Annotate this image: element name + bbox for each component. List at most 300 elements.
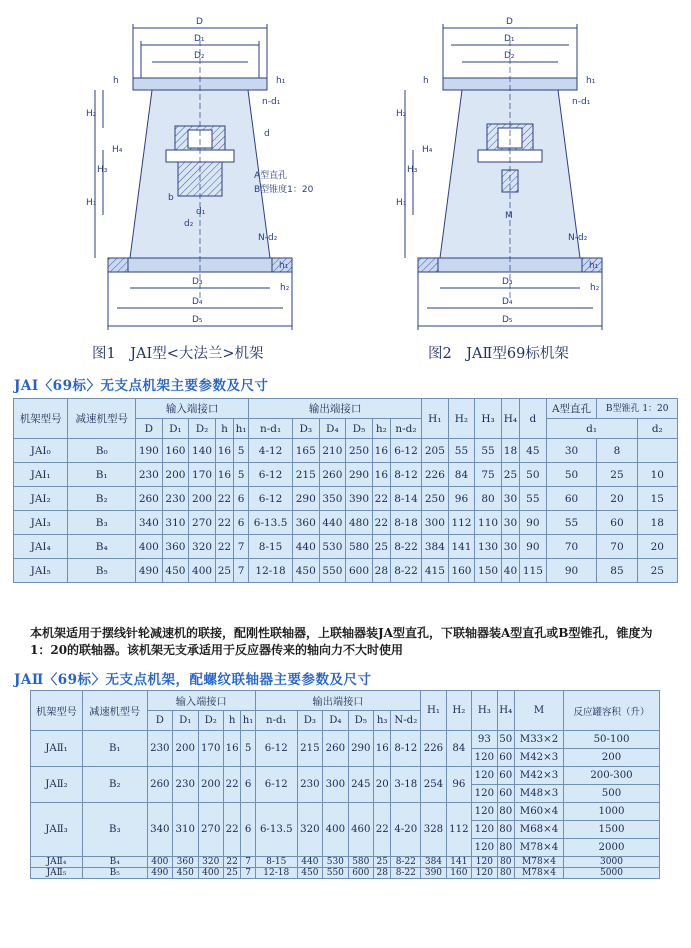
col-b-hole: B型锥孔 1：20 [597,399,678,419]
table-cell: 530 [323,857,348,868]
table-cell: 480 [346,511,373,535]
col-D4: D₄ [319,419,346,439]
table-cell: 360 [162,535,189,559]
table-cell: B₂ [68,487,136,511]
table-cell: 18 [637,511,677,535]
svg-text:h: h [113,76,119,86]
table-cell: 6-13.5 [255,803,297,857]
table2-title: JAⅡ〈69标〉无支点机架，配螺纹联轴器主要参数及尺寸 [14,672,372,688]
table-cell: 10 [637,463,677,487]
table-cell: 450 [173,868,198,879]
col-a-hole: A型直孔 [546,399,597,419]
table-cell: 490 [136,559,163,583]
table-cell: 8-15 [249,535,293,559]
table-cell: 8 [597,439,637,463]
table-cell-reducer: B₃ [82,803,147,857]
figure1-caption: 图1 JAⅠ型<大法兰>机架 [92,346,264,362]
table-cell: 8-22 [391,868,421,879]
table-cell: 20 [374,767,391,803]
table-row [31,731,660,749]
svg-text:D: D [196,17,203,27]
table-cell: 60 [597,511,637,535]
table-cell: 25 [223,868,240,879]
table-cell: 112 [448,511,475,535]
table-cell: 60 [497,767,514,785]
col-H2: H₂ [448,399,475,439]
table-cell-model: JAⅡ₃ [31,803,83,857]
table-cell: 96 [446,767,471,803]
table-cell: 290 [348,731,373,767]
table-cell: 60 [546,487,597,511]
table-cell: 200 [189,487,216,511]
svg-text:D₁: D₁ [504,34,515,44]
col-h: h [215,419,233,439]
col-h3: h₃ [374,711,391,731]
table-cell: 384 [421,857,446,868]
col-output-group: 输出端接口 [249,399,422,419]
table-cell: 6-12 [390,439,421,463]
table-cell: 300 [323,767,348,803]
table-cell: 245 [348,767,373,803]
table-cell: 8-22 [390,535,421,559]
svg-text:D₅: D₅ [192,315,203,325]
col-D4: D₄ [323,711,348,731]
table-cell: 415 [422,559,449,583]
col-reducer: 减速机型号 [68,399,136,439]
table-cell: 20 [637,535,677,559]
table-cell: 320 [198,857,223,868]
table-cell: JAⅠ₃ [14,511,68,535]
table-cell: 8-12 [391,731,421,767]
table-cell: 360 [292,511,319,535]
table-row [14,511,678,535]
table-cell: 12-18 [249,559,293,583]
table-cell: 4-20 [391,803,421,857]
svg-text:D₄: D₄ [192,297,203,307]
col-input-group: 输入端接口 [136,399,249,419]
table-cell: JAⅠ₀ [14,439,68,463]
table-cell: 7 [234,559,249,583]
table-cell: 130 [475,535,502,559]
table-cell: 120 [472,749,497,767]
table-cell: 320 [189,535,216,559]
svg-text:M: M [505,211,513,221]
table-cell: 400 [323,803,348,857]
table-cell: 25 [374,857,391,868]
table-cell: 200 [162,463,189,487]
table-cell: 84 [448,463,475,487]
table-cell: 16 [374,731,391,767]
table-cell: 12-18 [255,868,297,879]
svg-text:H₄: H₄ [422,145,433,155]
col-D: D [147,711,172,731]
svg-text:D: D [506,17,513,27]
table-cell: 226 [421,731,446,767]
table-cell: 1500 [564,821,660,839]
col-d2: d₂ [637,419,677,439]
table-cell: 400 [198,868,223,879]
table-cell: 50 [497,731,514,749]
table-cell: 550 [323,868,348,879]
table-cell: B₃ [68,511,136,535]
table-cell: 6-13.5 [249,511,293,535]
table-cell: 400 [147,857,172,868]
table-cell-reducer: B₅ [82,868,147,879]
figure2-caption: 图2 JAⅡ型69标机架 [428,346,569,362]
table-cell: 22 [223,767,240,803]
table-cell: 22 [215,535,233,559]
table-cell: 40 [501,559,519,583]
col-D: D [136,419,163,439]
table1-title: JAⅠ〈69标〉无支点机架主要参数及尺寸 [14,378,269,394]
table1 [13,398,678,583]
svg-text:D₃: D₃ [502,277,513,287]
svg-text:h₂: h₂ [280,283,290,293]
table-cell: 270 [198,803,223,857]
table-cell: 600 [348,868,373,879]
table-cell: 25 [372,535,390,559]
table-row [31,868,660,879]
col-D2: D₂ [198,711,223,731]
table-cell: 230 [147,731,172,767]
svg-text:H₁: H₁ [396,198,407,208]
svg-text:d₁: d₁ [196,207,206,217]
col-Nd2: N-d₂ [391,711,421,731]
table-cell: 120 [472,785,497,803]
col-D5: D₅ [346,419,373,439]
svg-text:A型直孔: A型直孔 [254,171,288,181]
table-cell: 200 [173,731,198,767]
col-nd1: n-d₁ [249,419,293,439]
table2-body [31,731,660,879]
table-cell: 165 [292,439,319,463]
table-cell: B₅ [68,559,136,583]
table-cell: 110 [475,511,502,535]
col-D2: D₂ [189,419,216,439]
table-cell: 30 [501,535,519,559]
table-cell: 450 [297,868,322,879]
svg-text:h: h [423,76,429,86]
table-cell: 141 [448,535,475,559]
table-cell: 28 [372,559,390,583]
table-cell: 22 [372,487,390,511]
col-H4: H₄ [497,691,514,731]
table-cell: B₄ [68,535,136,559]
table-cell: 80 [497,803,514,821]
table-cell: 8-18 [390,511,421,535]
col-input-group: 输入端接口 [147,691,255,711]
col-H1: H₁ [422,399,449,439]
table-cell: M78×4 [514,839,563,857]
table-cell: 8-22 [391,857,421,868]
table-cell: 190 [136,439,163,463]
table-cell: 205 [422,439,449,463]
col-D1: D₁ [162,419,189,439]
col-h1: h₁ [241,711,256,731]
table-row [14,535,678,559]
table-cell: M33×2 [514,731,563,749]
svg-text:D₅: D₅ [502,315,513,325]
svg-text:N-d₂: N-d₂ [258,233,278,243]
table-cell: 500 [564,785,660,803]
svg-text:H₂: H₂ [86,109,97,119]
col-volume: 反应罐容积（升） [564,691,660,731]
table-cell: 20 [597,487,637,511]
table-cell: 6 [234,511,249,535]
table-cell: 25 [215,559,233,583]
table-cell-model: JAⅡ₄ [31,857,83,868]
table-cell: 6-12 [255,767,297,803]
table-cell: 6 [234,487,249,511]
col-H3: H₃ [475,399,502,439]
table-cell: 141 [446,857,471,868]
table-cell: 55 [475,439,502,463]
table-cell: 6-12 [249,463,293,487]
table-cell: 600 [346,559,373,583]
table-cell [637,439,677,463]
table-cell: 15 [637,487,677,511]
table-cell: 260 [319,463,346,487]
table-cell: 45 [520,439,547,463]
col-H4: H₄ [501,399,519,439]
table-cell: 400 [136,535,163,559]
table-cell: 84 [446,731,471,767]
table-cell: 400 [189,559,216,583]
table-row [14,463,678,487]
table-cell: 530 [319,535,346,559]
table1-body [14,439,678,583]
table-cell: 16 [372,439,390,463]
table-cell: JAⅠ₂ [14,487,68,511]
table-cell: 230 [136,463,163,487]
table-cell: 328 [421,803,446,857]
svg-text:h₂: h₂ [590,283,600,293]
table-cell: 384 [422,535,449,559]
table-cell: 7 [234,535,249,559]
table-cell: 55 [448,439,475,463]
table-cell: M78×4 [514,868,563,879]
table-cell: M42×3 [514,767,563,785]
table-cell: 170 [189,463,216,487]
table-cell: 22 [374,803,391,857]
col-M: M [514,691,563,731]
table-cell: 22 [372,511,390,535]
svg-text:D₂: D₂ [504,51,515,61]
svg-text:N-d₂: N-d₂ [568,233,588,243]
svg-text:D₄: D₄ [502,297,513,307]
svg-text:D₃: D₃ [192,277,203,287]
table-cell: 120 [472,821,497,839]
table-cell: 30 [546,439,597,463]
col-reducer: 减速机型号 [82,691,147,731]
table-cell: 75 [475,463,502,487]
col-H3: H₃ [472,691,497,731]
table-cell: 450 [162,559,189,583]
table-row [14,439,678,463]
table-cell: 120 [472,839,497,857]
table-cell: 70 [597,535,637,559]
table-cell: 5 [234,463,249,487]
table-row [31,767,660,785]
svg-text:B型锥度1：20: B型锥度1：20 [254,185,314,195]
table-cell: 440 [297,857,322,868]
table-cell: 6-12 [255,731,297,767]
col-D1: D₁ [173,711,198,731]
table-cell: 230 [297,767,322,803]
table-cell: 25 [501,463,519,487]
col-model: 机架型号 [31,691,83,731]
svg-text:H₄: H₄ [112,145,123,155]
table-cell: M68×4 [514,821,563,839]
table-cell-model: JAⅡ₅ [31,868,83,879]
table-cell: JAⅠ₅ [14,559,68,583]
col-D3: D₃ [297,711,322,731]
table-cell: B₁ [68,463,136,487]
table-cell: 50-100 [564,731,660,749]
table-cell: 16 [372,463,390,487]
table-cell: M60×4 [514,803,563,821]
table-cell: 25 [637,559,677,583]
table-cell: 580 [348,857,373,868]
svg-text:H₃: H₃ [407,165,418,175]
table-cell: 80 [497,821,514,839]
table-cell: 490 [147,868,172,879]
table-row [14,487,678,511]
col-H2: H₂ [446,691,471,731]
table-cell: 80 [497,839,514,857]
table-cell: 120 [472,803,497,821]
col-d1: d₁ [546,419,637,439]
table-cell: 80 [497,857,514,868]
table-cell-reducer: B₄ [82,857,147,868]
table-cell: 170 [198,731,223,767]
table-cell: 120 [472,857,497,868]
table-cell: 90 [520,511,547,535]
col-h2: h₂ [372,419,390,439]
table-cell: M48×3 [514,785,563,803]
table-cell-model: JAⅡ₂ [31,767,83,803]
table-cell: 210 [319,439,346,463]
table-cell: 3000 [564,857,660,868]
table-cell: 360 [173,857,198,868]
table-cell: 120 [472,767,497,785]
table-cell: 18 [501,439,519,463]
table-cell: 270 [189,511,216,535]
table-cell: 140 [189,439,216,463]
table-cell: 4-12 [249,439,293,463]
table-cell: 8-15 [255,857,297,868]
table-cell: 226 [422,463,449,487]
table-cell: 250 [346,439,373,463]
table-cell-model: JAⅡ₁ [31,731,83,767]
svg-text:n-d₁: n-d₁ [262,97,281,107]
table-row [31,857,660,868]
table-cell: 260 [136,487,163,511]
svg-text:h₁: h₁ [279,261,289,271]
table-cell: 120 [472,868,497,879]
table-cell: JAⅠ₄ [14,535,68,559]
col-h1: h₁ [234,419,249,439]
table-cell: 340 [147,803,172,857]
table-cell: M78×4 [514,857,563,868]
svg-text:h₁: h₁ [586,76,596,86]
table-cell: 80 [497,868,514,879]
table-cell: 260 [323,731,348,767]
table-cell: 550 [319,559,346,583]
table-cell: 440 [292,535,319,559]
table-cell: 250 [422,487,449,511]
table-cell: 350 [319,487,346,511]
table-cell: 70 [546,535,597,559]
table-cell: 25 [597,463,637,487]
table-cell: 440 [319,511,346,535]
svg-text:n-d₁: n-d₁ [572,97,591,107]
table-cell: M42×3 [514,749,563,767]
table-cell: 80 [475,487,502,511]
table2 [30,690,660,879]
table-cell: 450 [292,559,319,583]
svg-text:b: b [168,193,174,203]
svg-text:H₂: H₂ [396,109,407,119]
table-cell: 8-14 [390,487,421,511]
table-cell: 112 [446,803,471,857]
table-cell: 254 [421,767,446,803]
table-cell: 60 [497,749,514,767]
table-cell: 200 [198,767,223,803]
table-cell: 22 [215,511,233,535]
svg-text:h₁: h₁ [589,261,599,271]
table-cell: 22 [223,803,240,857]
table-cell: 5 [234,439,249,463]
col-D5: D₅ [348,711,373,731]
table-cell: 55 [546,511,597,535]
table-cell: 200 [564,749,660,767]
table-cell: 90 [546,559,597,583]
table-cell: 215 [297,731,322,767]
table-cell: 96 [448,487,475,511]
table-cell: 50 [520,463,547,487]
table-cell: 390 [421,868,446,879]
table-cell: 310 [162,511,189,535]
table-cell: B₀ [68,439,136,463]
table-cell: 55 [520,487,547,511]
table-cell: 5000 [564,868,660,879]
table-cell: 160 [162,439,189,463]
table-cell: 160 [448,559,475,583]
svg-text:d₂: d₂ [184,219,194,229]
svg-text:D₁: D₁ [194,34,205,44]
table-cell: 230 [162,487,189,511]
table-cell: 22 [215,487,233,511]
table-row [31,803,660,821]
col-d: d [520,399,547,439]
table-cell: 310 [173,803,198,857]
svg-text:d: d [264,129,270,139]
table-cell: 290 [292,487,319,511]
col-H1: H₁ [421,691,446,731]
table-cell: 215 [292,463,319,487]
table-cell: 115 [520,559,547,583]
svg-text:h₁: h₁ [276,76,286,86]
table-cell: 30 [501,487,519,511]
table-cell: 200-300 [564,767,660,785]
table-cell: 60 [497,785,514,803]
table-cell: 8-12 [390,463,421,487]
table-cell: 150 [475,559,502,583]
table-cell: 390 [346,487,373,511]
table-cell: 580 [346,535,373,559]
col-h: h [223,711,240,731]
